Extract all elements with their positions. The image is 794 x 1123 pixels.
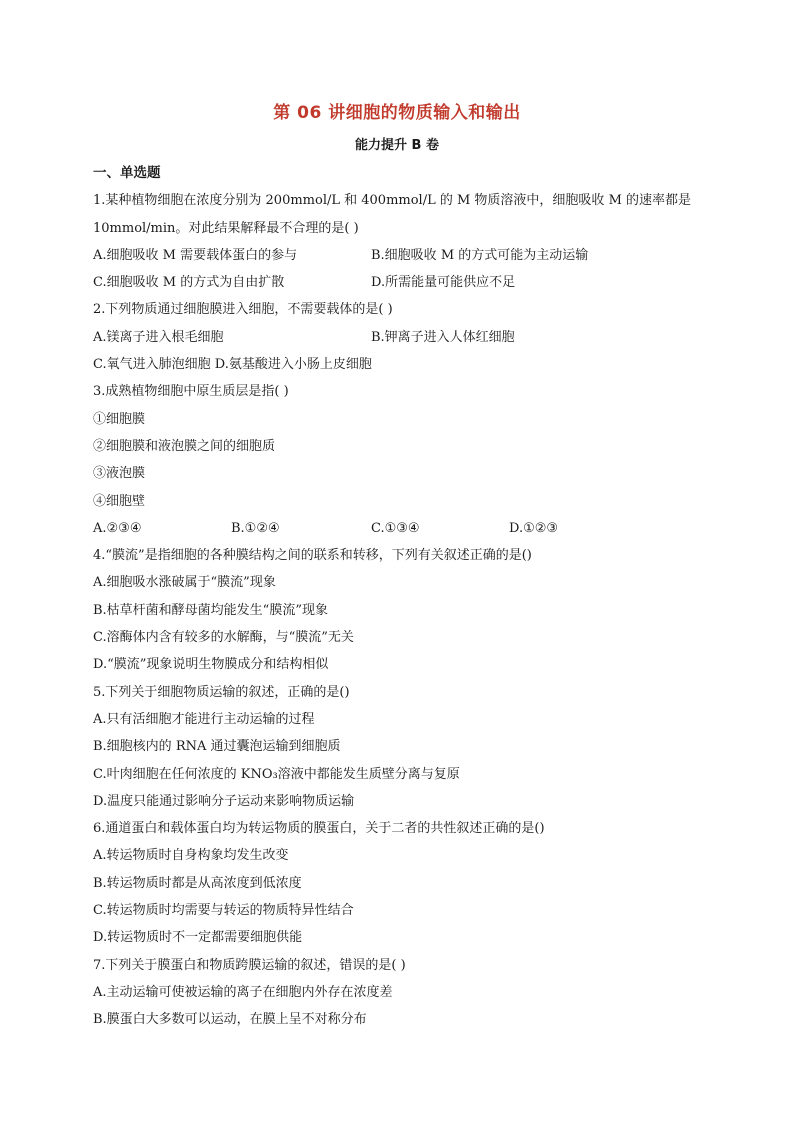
question-list (93, 160, 713, 1034)
question-1-options-ab (93, 242, 713, 269)
option-d: D.①②③ (509, 520, 559, 536)
option-c: C.转运物质时均需要与转运的物质特异性结合 (93, 903, 354, 919)
option-d: D.转运物质时不一定都需要细胞供能 (93, 930, 303, 946)
option-d: D.“膜流”现象说明生物膜成分和结构相似 (93, 657, 329, 673)
option-b: B.细胞吸收 M 的方式可能为主动运输 (371, 247, 589, 263)
question-2-options-cd: C.氧气进入肺泡细胞 D.氨基酸进入小肠上皮细胞 (93, 357, 372, 373)
page-subtitle: 能力提升 B 卷 (355, 138, 439, 153)
option-c: C.①③④ (371, 520, 420, 536)
option-d: D.温度只能通过影响分子运动来影响物质运输 (93, 793, 355, 809)
question-6-stem: 6.通道蛋白和载体蛋白均为转运物质的膜蛋白，关于二者的共性叙述正确的是() (93, 821, 545, 837)
section-heading: 一、单选题 (93, 165, 161, 181)
option-b: B.①②④ (231, 520, 280, 536)
option-a: A.细胞吸收 M 需要载体蛋白的参与 (93, 247, 298, 263)
option-b: B.钾离子进入人体红细胞 (371, 329, 515, 345)
option-a: A.主动运输可使被运输的离子在细胞内外存在浓度差 (93, 984, 393, 1000)
question-3-item: ④细胞壁 (93, 493, 146, 509)
question-1-stem: 1.某种植物细胞在浓度分别为 200mmol/L 和 400mmol/L 的 M 物质溶液中，细胞吸收 M 的速率都是 (93, 193, 692, 209)
question-3-item: ①细胞膜 (93, 411, 146, 427)
question-3-item: ③液泡膜 (93, 466, 146, 482)
question-2-stem: 2.下列物质通过细胞膜进入细胞，不需要载体的是( ) (93, 302, 393, 318)
question-4-stem: 4.“膜流”是指细胞的各种膜结构之间的联系和转移，下列有关叙述正确的是() (93, 548, 532, 564)
option-b: B.枯草杆菌和酵母菌均能发生“膜流”现象 (93, 602, 328, 618)
option-a: A.②③④ (93, 520, 142, 536)
option-b: B.细胞核内的 RNA 通过囊泡运输到细胞质 (93, 739, 341, 755)
page-title: 第 06 讲细胞的物质输入和输出 (273, 103, 521, 123)
option-a: A.细胞吸水涨破属于“膜流”现象 (93, 575, 276, 591)
question-1-options-cd (93, 269, 713, 296)
option-b: B.膜蛋白大多数可以运动，在膜上呈不对称分布 (93, 1012, 367, 1028)
option-b: B.转运物质时都是从高浓度到低浓度 (93, 875, 302, 891)
question-3-stem: 3.成熟植物细胞中原生质层是指( ) (93, 384, 289, 400)
option-c: C.溶酶体内含有较多的水解酶，与“膜流”无关 (93, 630, 354, 646)
question-3-options (93, 515, 713, 542)
question-2-options-ab (93, 324, 713, 351)
question-1-stem-cont: 10mmol/min。对此结果解释最不合理的是( ) (93, 220, 359, 236)
option-a: A.只有活细胞才能进行主动运输的过程 (93, 711, 315, 727)
option-c: C.叶肉细胞在任何浓度的 KNO₃溶液中都能发生质壁分离与复原 (93, 766, 460, 782)
option-c: C.细胞吸收 M 的方式为自由扩散 (93, 275, 285, 291)
option-d: D.所需能量可能供应不足 (371, 275, 516, 291)
option-a: A.镁离子进入根毛细胞 (93, 329, 224, 345)
question-7-stem: 7.下列关于膜蛋白和物质跨膜运输的叙述，错误的是( ) (93, 957, 406, 973)
question-3-item: ②细胞膜和液泡膜之间的细胞质 (93, 438, 276, 454)
option-a: A.转运物质时自身构象均发生改变 (93, 848, 289, 864)
question-5-stem: 5.下列关于细胞物质运输的叙述，正确的是() (93, 684, 350, 700)
